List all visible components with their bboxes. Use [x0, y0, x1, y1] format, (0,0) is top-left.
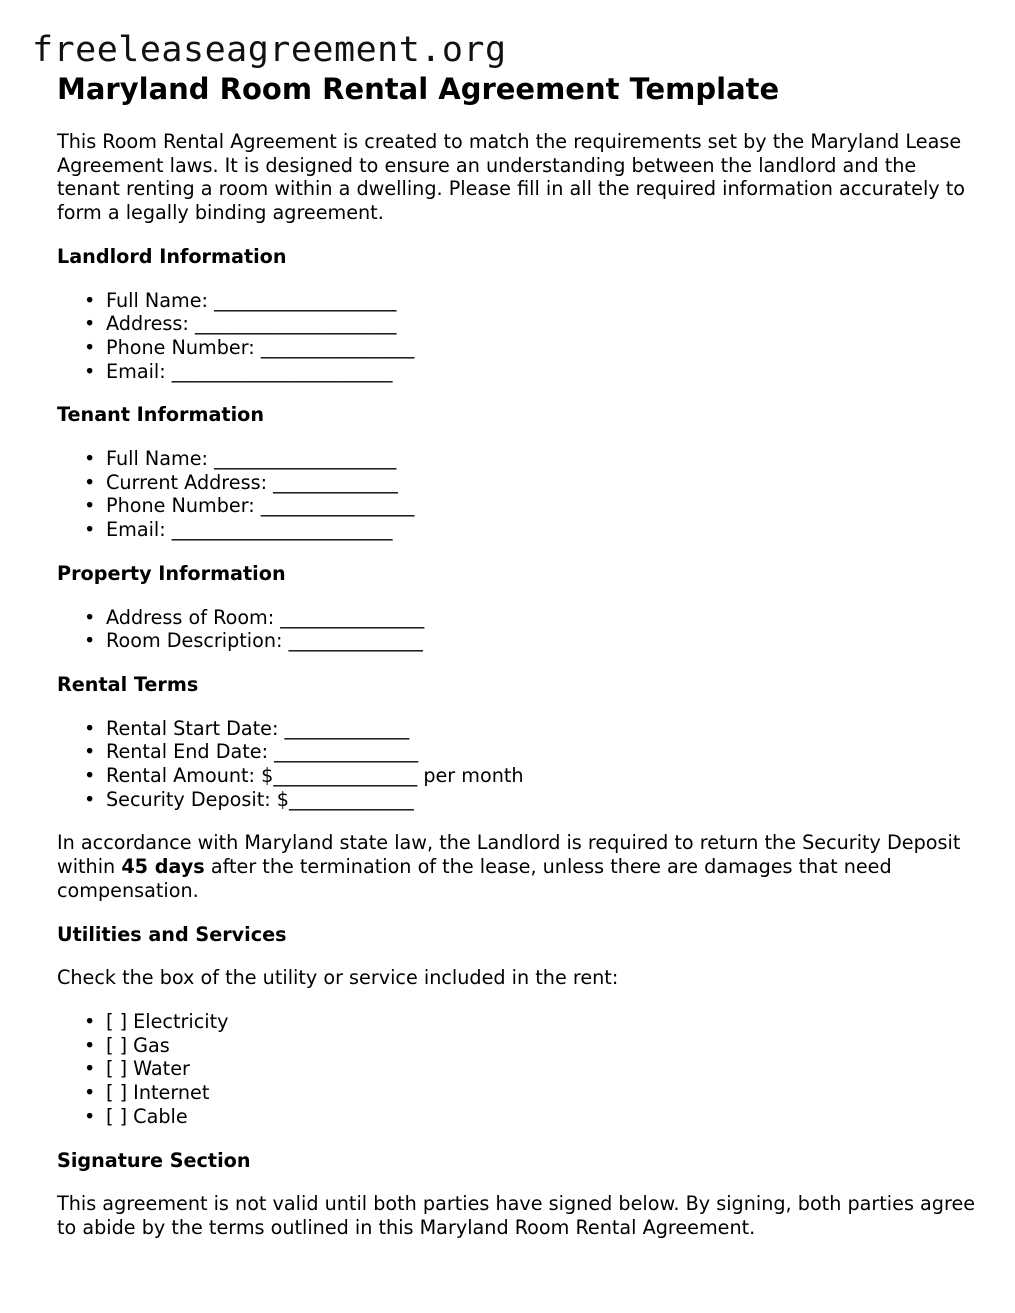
deposit-note-text-end: after the termination of the lease, unless there are damages that need compensation. — [57, 855, 892, 902]
watermark: freeleaseagreement.org — [32, 30, 507, 70]
property-list — [57, 606, 977, 653]
tenant-current-address-field[interactable]: • Current Address: _____________ — [57, 471, 977, 495]
water-checkbox[interactable]: • [ ] Water — [57, 1057, 977, 1081]
room-address-field[interactable]: • Address of Room: _______________ — [57, 606, 977, 630]
page-title: Maryland Room Rental Agreement Template — [57, 72, 780, 106]
document — [57, 70, 977, 1260]
security-deposit-field[interactable]: • Security Deposit: $_____________ — [57, 788, 977, 812]
landlord-phone-field[interactable]: • Phone Number: ________________ — [57, 336, 977, 360]
gas-checkbox[interactable]: • [ ] Gas — [57, 1034, 977, 1058]
landlord-heading: Landlord Information — [57, 244, 287, 268]
deposit-note-text: In accordance with Maryland state law, the Landlord is required to return the Security Deposit within — [57, 831, 961, 879]
landlord-full-name-field[interactable]: • Full Name: ___________________ — [57, 289, 977, 313]
rental-start-date-field[interactable]: • Rental Start Date: _____________ — [57, 717, 977, 741]
intro-paragraph: This Room Rental Agreement is created to match the requirements set by the Maryland Lease Agreement laws. It is designed to ensure an understanding between the landlord and the tenant renting a room within a dwelling. Please fill in all the required information accurately to form a legally binding agreement. — [57, 130, 965, 225]
utilities-list — [57, 1010, 977, 1129]
signature-heading: Signature Section — [57, 1148, 251, 1172]
room-description-field[interactable]: • Room Description: ______________ — [57, 629, 977, 653]
deposit-days-emphasis: 45 days — [121, 855, 205, 879]
electricity-checkbox[interactable]: • [ ] Electricity — [57, 1010, 977, 1034]
utilities-heading: Utilities and Services — [57, 922, 287, 946]
rental-amount-field[interactable]: • Rental Amount: $_______________ per month — [57, 764, 977, 788]
tenant-heading: Tenant Information — [57, 403, 264, 427]
internet-checkbox[interactable]: • [ ] Internet — [57, 1081, 977, 1105]
signature-paragraph: This agreement is not valid until both parties have signed below. By signing, both parties agree to abide by the terms outlined in this Maryland Room Rental Agreement. — [57, 1192, 976, 1239]
rental-terms-list — [57, 717, 977, 812]
tenant-email-field[interactable]: • Email: _______________________ — [57, 518, 977, 542]
rental-terms-heading: Rental Terms — [57, 672, 199, 696]
tenant-full-name-field[interactable]: • Full Name: ___________________ — [57, 447, 977, 471]
landlord-email-field[interactable]: • Email: _______________________ — [57, 360, 977, 384]
tenant-phone-field[interactable]: • Phone Number: ________________ — [57, 494, 977, 518]
cable-checkbox[interactable]: • [ ] Cable — [57, 1105, 977, 1129]
deposit-note-paragraph — [57, 831, 977, 902]
utilities-instruction: Check the box of the utility or service included in the rent: — [57, 966, 619, 990]
property-heading: Property Information — [57, 561, 286, 585]
landlord-list — [57, 289, 977, 384]
tenant-list — [57, 447, 977, 542]
landlord-address-field[interactable]: • Address: _____________________ — [57, 312, 977, 336]
rental-end-date-field[interactable]: • Rental End Date: _______________ — [57, 740, 977, 764]
